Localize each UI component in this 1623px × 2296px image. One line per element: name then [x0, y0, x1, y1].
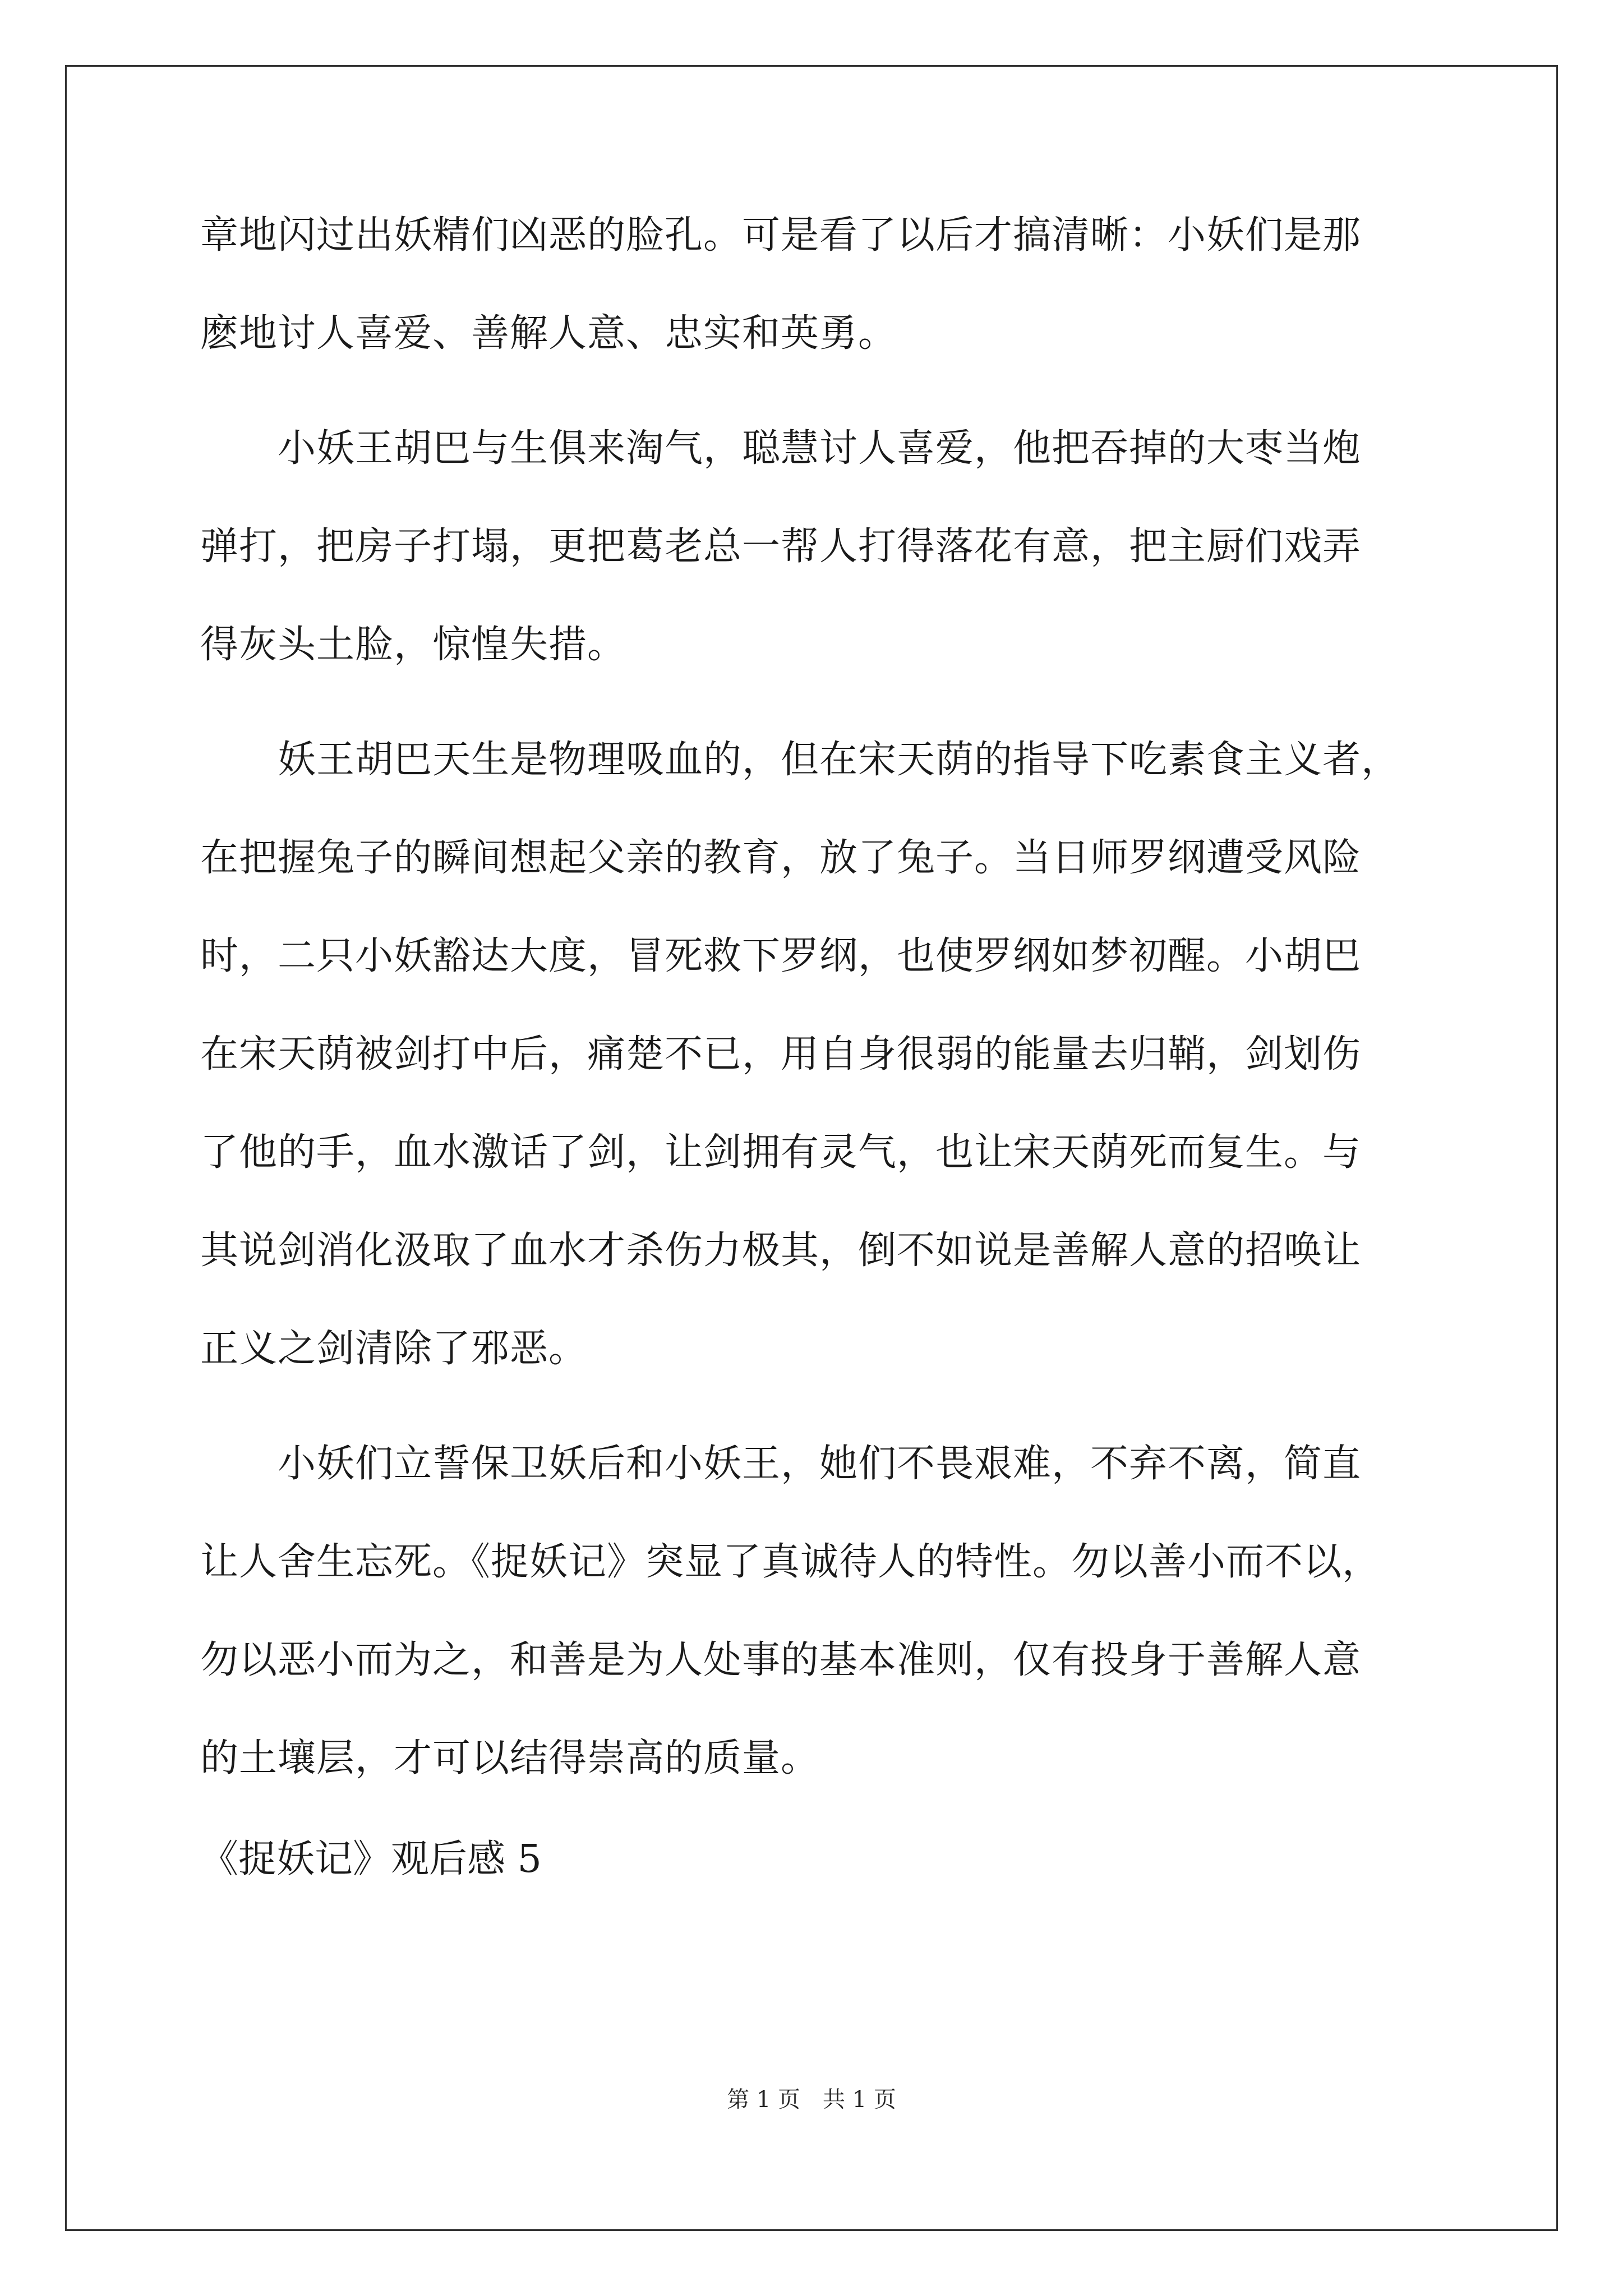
text-line: 其说剑消化汲取了血水才杀伤力极其，倒不如说是善解人意的招唤让 — [200, 1228, 1362, 1273]
text-line: 麽地讨人喜爱、善解人意、忠实和英勇。 — [200, 311, 897, 356]
text-line: 章地闪过出妖精们凶恶的脸孔。可是看了以后才搞清晰：小妖们是那 — [200, 213, 1362, 257]
text-line: 正义之剑清除了邪恶。 — [200, 1327, 588, 1371]
text-line: 得灰头土脸，惊惶失措。 — [200, 623, 626, 667]
page-footer — [0, 2086, 1623, 2114]
text-line: 弹打，把房子打塌，更把葛老总一帮人打得落花有意，把主厨们戏弄 — [200, 524, 1362, 569]
text-line: 小妖王胡巴与生俱来淘气，聪慧讨人喜爱，他把吞掉的大枣当炮 — [200, 426, 1362, 471]
text-line: 时，二只小妖豁达大度，冒死救下罗纲，也使罗纲如梦初醒。小胡巴 — [200, 934, 1362, 978]
text-line: 的土壤层，才可以结得崇高的质量。 — [200, 1736, 820, 1780]
text-line: 勿以恶小而为之，和善是为人处事的基本准则，仅有投身于善解人意 — [200, 1638, 1362, 1682]
text-line: 在把握兔子的瞬间想起父亲的教育，放了兔子。当日师罗纲遭受风险 — [200, 836, 1362, 880]
text-line: 妖王胡巴天生是物理吸血的，但在宋天荫的指导下吃素食主义者， — [200, 738, 1400, 782]
text-line: 让人舍生忘死。《捉妖记》突显了真诚待人的特性。勿以善小而不以， — [200, 1540, 1381, 1584]
text-line: 在宋天荫被剑打中后，痛楚不已，用自身很弱的能量去归鞘，剑划伤 — [200, 1032, 1362, 1076]
text-line: 小妖们立誓保卫妖后和小妖王，她们不畏艰难，不弃不离，简直 — [200, 1442, 1362, 1486]
page-total: 共 1 页 — [823, 2087, 896, 2113]
section-heading: 《捉妖记》观后感 5 — [200, 1837, 542, 1881]
page-number: 第 1 页 — [727, 2087, 800, 2113]
text-line: 了他的手，血水激话了剑，让剑拥有灵气，也让宋天荫死而复生。与 — [200, 1130, 1362, 1175]
